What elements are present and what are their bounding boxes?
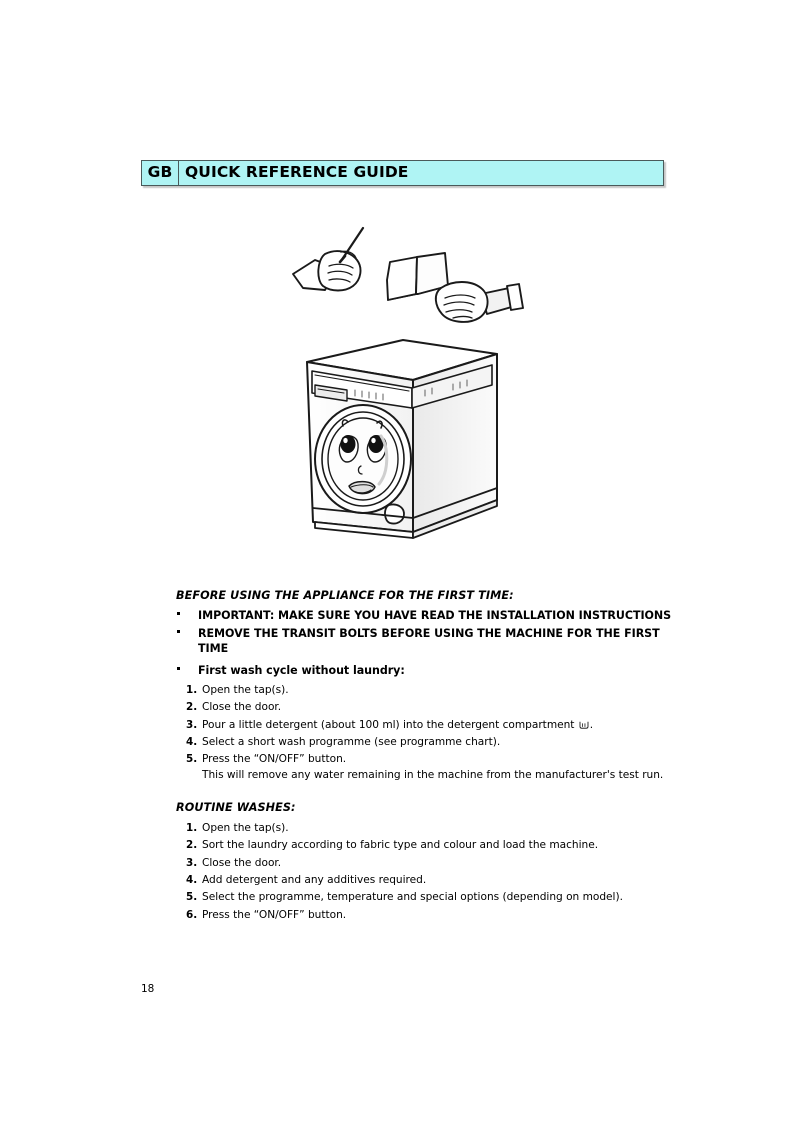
step-text: Select the programme, temperature and special options (depending on model). [202,891,623,904]
list-item [176,735,676,751]
step-number: 1. [186,683,198,696]
step-text: Add detergent and any additives required. [202,873,427,886]
instructions-content [176,589,676,925]
step-text-main: Press the “ON/OFF” button. [202,753,347,766]
step-text [202,718,676,734]
step-number: 5. [186,753,198,766]
square-bullet-icon [176,627,198,641]
bullet-item [176,627,676,657]
list-item [176,873,676,889]
bullet-label: REMOVE THE TRANSIT BOLTS BEFORE USING THE MACHINE FOR THE FIRST TIME [198,626,660,655]
list-item [176,752,676,784]
quick-reference-header-bar [141,160,664,186]
detergent-compartment-icon [579,721,589,729]
section-before-first-use [176,589,676,784]
list-item [176,856,676,872]
bullet-label: First wash cycle without laundry: [198,663,405,677]
square-bullet-icon [176,609,198,623]
routine-washes-steps-list [176,821,676,924]
step-text: Close the door. [202,701,282,714]
step-number: 6. [186,908,198,921]
step-number: 2. [186,839,198,852]
step-number: 4. [186,873,198,886]
list-item [176,821,676,837]
step-text: Sort the laundry according to fabric type and colour and load the machine. [202,839,599,852]
page-number: 18 [141,983,155,995]
section-heading: ROUTINE WASHES: [176,800,296,814]
step-text-before-icon: Pour a little detergent (about 100 ml) into the detergent compartment [202,718,578,731]
list-item [176,908,676,924]
bullet-item [176,609,676,624]
step-number: 3. [186,718,198,731]
page-title-cell [178,160,664,186]
bullet-item [176,664,676,679]
step-number: 4. [186,736,198,749]
square-bullet-icon [176,664,198,678]
page-title: QUICK REFERENCE GUIDE [185,163,409,182]
first-wash-steps-list [176,683,676,784]
list-item [176,838,676,854]
step-number: 5. [186,891,198,904]
spacer [176,786,676,801]
list-item [176,718,676,734]
section-heading: BEFORE USING THE APPLIANCE FOR THE FIRST TIME: [176,589,514,602]
list-item [176,700,676,716]
step-number: 2. [186,701,198,714]
washing-machine-with-manual-illustration [285,222,530,552]
step-number: 3. [186,856,198,869]
bullet-label: IMPORTANT: MAKE SURE YOU HAVE READ THE INSTALLATION INSTRUCTIONS [198,609,672,622]
step-text-after-icon: . [589,718,594,731]
step-text: Press the “ON/OFF” button. [202,908,347,921]
step-text: Open the tap(s). [202,821,289,834]
list-item [176,683,676,699]
step-note: This will remove any water remaining in the machine from the manufacturer's test run. [202,769,664,782]
list-item [176,890,676,906]
section-routine-washes [176,801,676,924]
region-code-cell [141,160,178,186]
step-number: 1. [186,821,198,834]
step-text: Select a short wash programme (see programme chart). [202,736,501,749]
step-text: Open the tap(s). [202,683,289,696]
step-text [202,752,676,784]
step-text: Close the door. [202,856,282,869]
region-code-label: GB [147,163,173,182]
